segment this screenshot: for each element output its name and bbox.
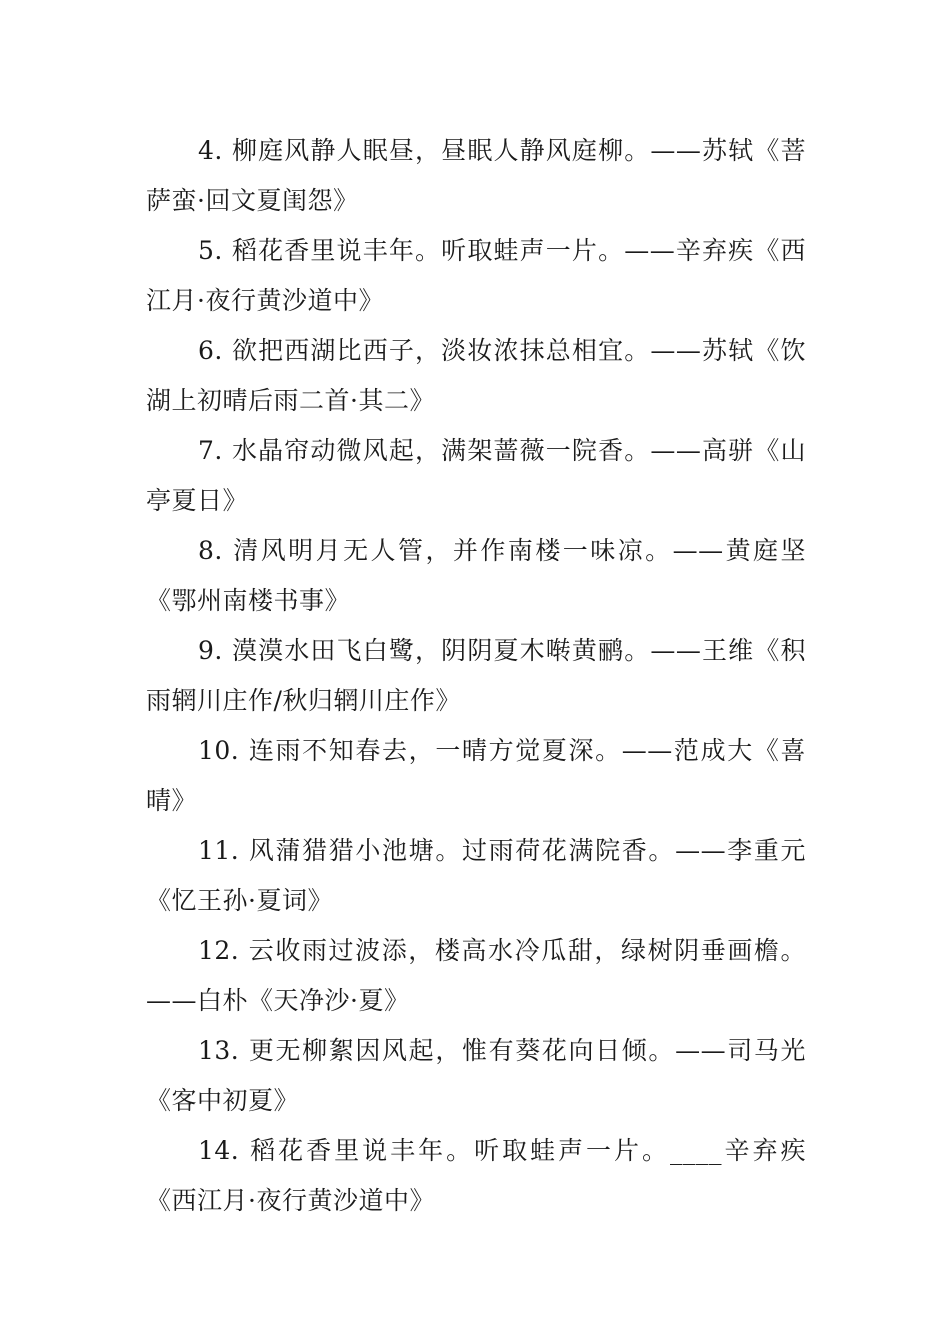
poem-quote-9: 9. 漠漠水田飞白鹭，阴阴夏木啭黄鹂。——王维《积雨辋川庄作/秋归辋川庄作》 [146,636,806,715]
poem-quote-8: 8. 清风明月无人管，并作南楼一味凉。——黄庭坚《鄂州南楼书事》 [146,536,806,615]
poem-quote-12: 12. 云收雨过波添，楼高水冷瓜甜，绿树阴垂画檐。——白朴《天净沙·夏》 [146,936,806,1015]
poem-quote-7: 7. 水晶帘动微风起，满架蔷薇一院香。——高骈《山亭夏日》 [146,436,806,515]
poem-quote-6: 6. 欲把西湖比西子，淡妆浓抹总相宜。——苏轼《饮湖上初晴后雨二首·其二》 [146,336,806,415]
poem-quote-11: 11. 风蒲猎猎小池塘。过雨荷花满院香。——李重元《忆王孙·夏词》 [146,836,806,915]
poem-quote-list [146,126,806,1226]
poem-quote-4: 4. 柳庭风静人眠昼，昼眠人静风庭柳。——苏轼《菩萨蛮·回文夏闺怨》 [146,136,806,215]
poem-quote-13: 13. 更无柳絮因风起，惟有葵花向日倾。——司马光《客中初夏》 [146,1036,806,1115]
poem-quote-14: 14. 稻花香里说丰年。听取蛙声一片。____辛弃疾《西江月·夜行黄沙道中》 [146,1136,806,1215]
poem-quote-5: 5. 稻花香里说丰年。听取蛙声一片。——辛弃疾《西江月·夜行黄沙道中》 [146,236,806,315]
poem-quote-10: 10. 连雨不知春去，一晴方觉夏深。——范成大《喜晴》 [146,736,806,815]
